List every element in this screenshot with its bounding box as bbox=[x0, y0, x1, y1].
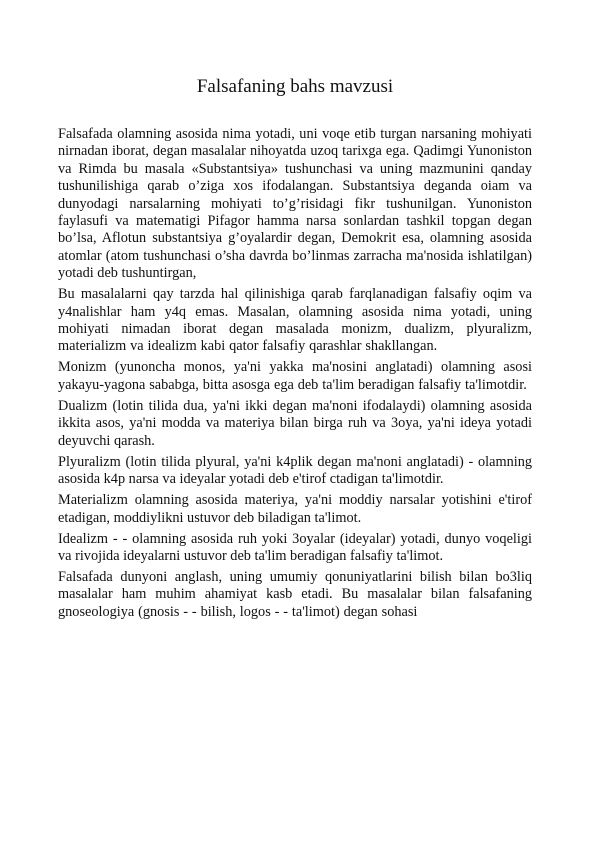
paragraph-monizm: Monizm (yunoncha monos, ya'ni yakka ma'nosini anglatadi) olamning asosi yakayu-yagona sababga, bitta asosga ega deb ta'lim beradigan falsafiy ta'limotdir. bbox=[58, 359, 532, 393]
document-body bbox=[58, 126, 532, 625]
paragraph-idealizm: Idealizm - - olamning asosida ruh yoki 3oyalar (ideyalar) yotadi, dunyo voqeligi va rivojida ideyalarni ustuvor deb ta'lim beradigan falsafiy ta'limot. bbox=[58, 530, 532, 564]
page-title: Falsafaning bahs mavzusi bbox=[196, 76, 394, 97]
paragraph-materializm: Materializm olamning asosida materiya, ya'ni moddiy narsalar yotishini e'tirof etadigan, moddiylikni ustuvor deb biladigan ta'limot. bbox=[58, 492, 532, 526]
paragraph-plyuralizm: Plyuralizm (lotin tilida plyural, ya'ni k4plik degan ma'noni anglatadi) - olamning asosida k4p narsa va ideyalar yotadi deb e'tirof ctadigan ta'limotdir. bbox=[58, 453, 532, 488]
paragraph-substantsiya: Falsafada olamning asosida nima yotadi, uni voqe etib turgan narsaning mohiyati nirnadan iborat, degan masalalar nihoyatda uzoq tarixga ega. Qadimgi Yunoniston va Rimda bu masala «Substantsiya» tushunchasi va uning mazmunini qanday tushunilishiga qarab o’ziga xos ifodalangan. Substantsiya deganda oiam va dunyodagi narsalarning mohiyati to’g’risidagi fikr tushunilgan. Yunoniston faylasufi va matematigi Pifagor hamma narsa sonlardan tashkil topgan degan bo’lsa, Aflotun substantsiya g’oyalardir degan, Demokrit esa, olamning asosida atomlar (atom tushunchasi o’sha davrda bo’linmas zarracha ma'nosida ishlatilgan) yotadi deb tushuntirgan, bbox=[58, 126, 532, 282]
paragraph-dualizm: Dualizm (lotin tilida dua, ya'ni ikki degan ma'noni ifodalaydi) olamning asosida ikkita asos, ya'ni modda va materiya bilan birga ruh va 3oya, ya'ni ideya yotadi deyuvchi qarash. bbox=[58, 397, 532, 449]
paragraph-gnoseologiya: Falsafada dunyoni anglash, uning umumiy qonuniyatlarini bilish bilan bo3liq masalalar ham muhim ahamiyat kasb etadi. Bu masalalar bilan falsafaning gnoseologiya (gnosis - - bilish, logos - - ta'limot) degan sohasi bbox=[58, 568, 532, 620]
paragraph-philosophical-trends: Bu masalalarni qay tarzda hal qilinishiga qarab farqlanadigan falsafiy oqim va y4nalishlar ham y4q emas. Masalan, olamning asosida nima yotadi, uning mohiyati nimadan iborat degan masalada monizm, dualizm, plyuralizm, materializm va idealizm kabi qator falsafiy qarashlar shakllangan. bbox=[58, 286, 532, 355]
